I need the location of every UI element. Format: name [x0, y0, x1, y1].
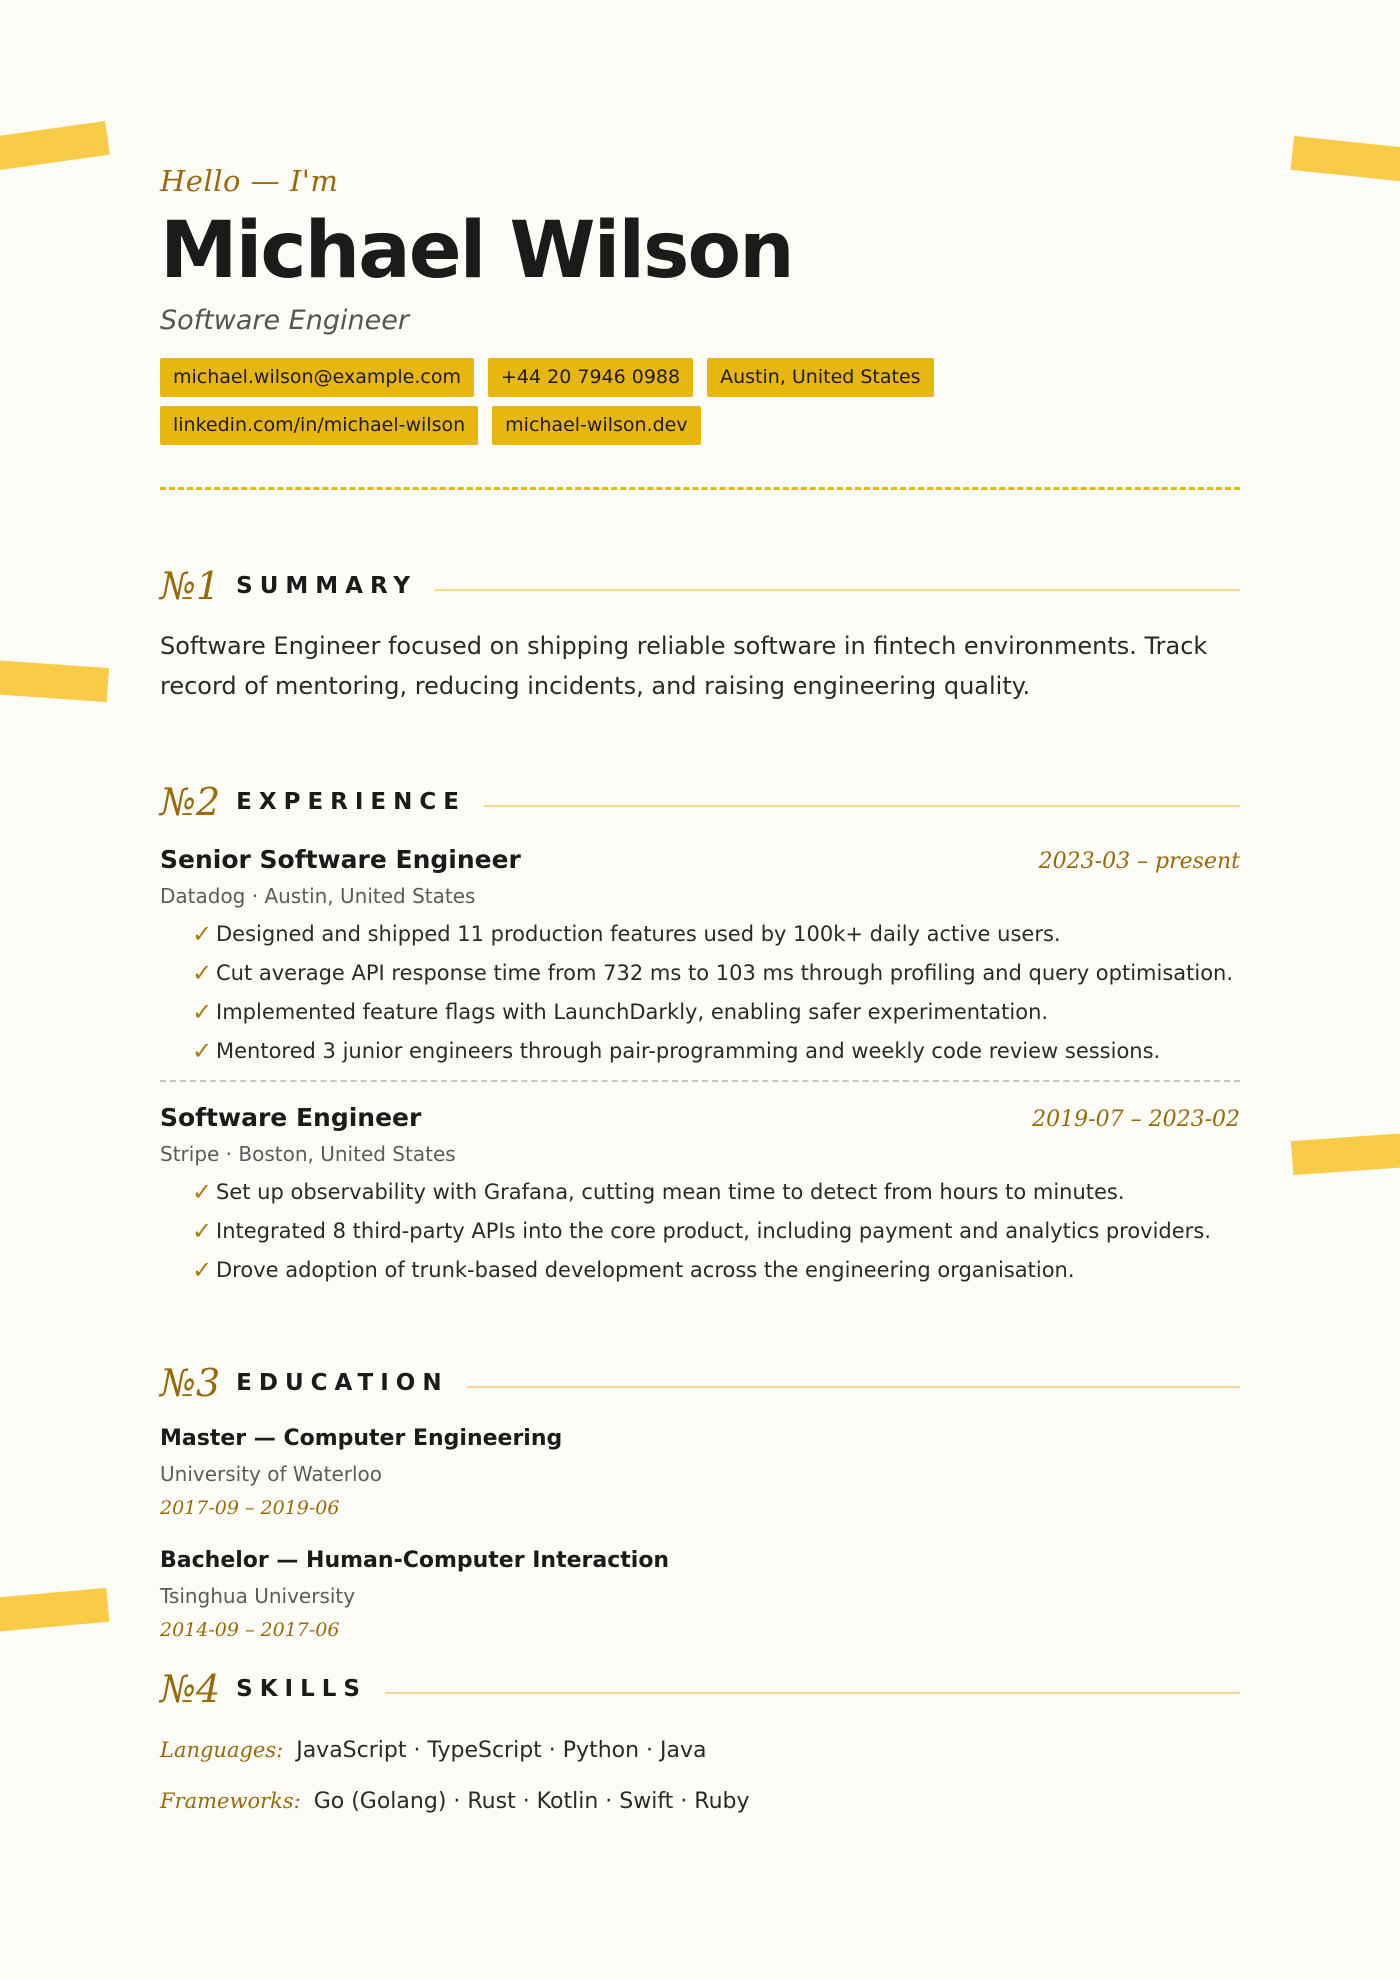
section-rule [484, 805, 1240, 807]
list-item: ✓ Set up observability with Grafana, cutting mean time to detect from hours to minutes. [192, 1175, 1240, 1209]
job-dates: 2019-07 – 2023-02 [1032, 1107, 1240, 1132]
section-heading [160, 1667, 1240, 1711]
job-bullets [160, 1175, 1240, 1287]
section-rule [435, 589, 1240, 591]
check-icon: ✓ [192, 1178, 213, 1206]
check-icon: ✓ [192, 998, 213, 1026]
greeting: Hello — I'm [160, 164, 339, 198]
skill-row [160, 1786, 1240, 1817]
section-heading [160, 780, 1240, 824]
email-chip[interactable]: michael.wilson@example.com [160, 358, 474, 397]
section-heading [160, 1361, 1240, 1405]
check-icon: ✓ [192, 1217, 213, 1245]
list-item: ✓ Integrated 8 third-party APIs into the core product, including payment and analytics providers. [192, 1214, 1240, 1248]
skill-row [160, 1735, 1240, 1766]
skills-section [160, 1667, 1240, 1817]
resume-page [160, 164, 1240, 1817]
education-dates: 2014-09 – 2017-06 [160, 1619, 340, 1641]
decorative-tape [0, 660, 109, 702]
education-entry [160, 1547, 1240, 1643]
education-dates: 2017-09 – 2019-06 [160, 1497, 340, 1519]
section-title: EDUCATION [236, 1370, 449, 1396]
section-title: SUMMARY [236, 573, 418, 599]
job-title: Software Engineer [160, 1103, 422, 1132]
school-name: University of Waterloo [160, 1462, 383, 1486]
job-title: Senior Software Engineer [160, 845, 521, 874]
job-entry [160, 844, 1240, 1082]
list-item: ✓ Drove adoption of trunk-based development across the engineering organisation. [192, 1253, 1240, 1287]
school-name: Tsinghua University [160, 1584, 356, 1608]
skill-values: Go (Golang) · Rust · Kotlin · Swift · Ruby [313, 1789, 750, 1814]
candidate-role: Software Engineer [160, 305, 409, 336]
experience-section [160, 780, 1240, 1287]
location-chip: Austin, United States [707, 358, 933, 397]
degree-title: Master — Computer Engineering [160, 1426, 563, 1451]
education-entry [160, 1425, 1240, 1521]
summary-section [160, 564, 1240, 706]
job-company: Datadog · Austin, United States [160, 884, 476, 908]
website-chip[interactable]: michael-wilson.dev [492, 406, 700, 445]
decorative-tape [1291, 136, 1400, 182]
contact-chips [160, 358, 1160, 445]
job-bullets [160, 917, 1240, 1068]
section-number: №3 [160, 1361, 221, 1405]
degree-title: Bachelor — Human-Computer Interaction [160, 1548, 670, 1573]
section-title: EXPERIENCE [236, 789, 466, 815]
education-section [160, 1361, 1240, 1643]
list-item: ✓ Implemented feature flags with LaunchDarkly, enabling safer experimentation. [192, 995, 1240, 1029]
list-item: ✓ Cut average API response time from 732 ms to 103 ms through profiling and query optimisation. [192, 956, 1240, 990]
skill-label: Frameworks: [160, 1789, 301, 1813]
skill-values: JavaScript · TypeScript · Python · Java [296, 1738, 707, 1763]
job-company: Stripe · Boston, United States [160, 1142, 456, 1166]
list-item: ✓ Designed and shipped 11 production features used by 100k+ daily active users. [192, 917, 1240, 951]
header-divider [160, 487, 1240, 490]
section-rule [385, 1692, 1240, 1694]
job-divider [160, 1080, 1240, 1082]
candidate-name: Michael Wilson [160, 206, 793, 296]
section-title: SKILLS [236, 1676, 367, 1702]
decorative-tape [0, 121, 110, 171]
phone-chip[interactable]: +44 20 7946 0988 [488, 358, 693, 397]
decorative-tape [0, 1588, 109, 1632]
check-icon: ✓ [192, 920, 213, 948]
section-number: №4 [160, 1667, 221, 1711]
section-number: №2 [160, 780, 221, 824]
job-dates: 2023-03 – present [1038, 849, 1240, 874]
check-icon: ✓ [192, 1037, 213, 1065]
section-heading [160, 564, 1240, 608]
summary-text: Software Engineer focused on shipping reliable software in fintech environments. Track record of mentoring, reducing incidents, and raising engineering quality. [160, 632, 1208, 700]
section-number: №1 [160, 564, 221, 608]
linkedin-chip[interactable]: linkedin.com/in/michael-wilson [160, 406, 478, 445]
skill-label: Languages: [160, 1738, 284, 1762]
check-icon: ✓ [192, 959, 213, 987]
list-item: ✓ Mentored 3 junior engineers through pair-programming and weekly code review sessions. [192, 1034, 1240, 1068]
section-rule [467, 1386, 1240, 1388]
check-icon: ✓ [192, 1256, 213, 1284]
resume-header [160, 164, 1240, 490]
job-entry [160, 1102, 1240, 1287]
decorative-tape [1291, 1133, 1400, 1175]
